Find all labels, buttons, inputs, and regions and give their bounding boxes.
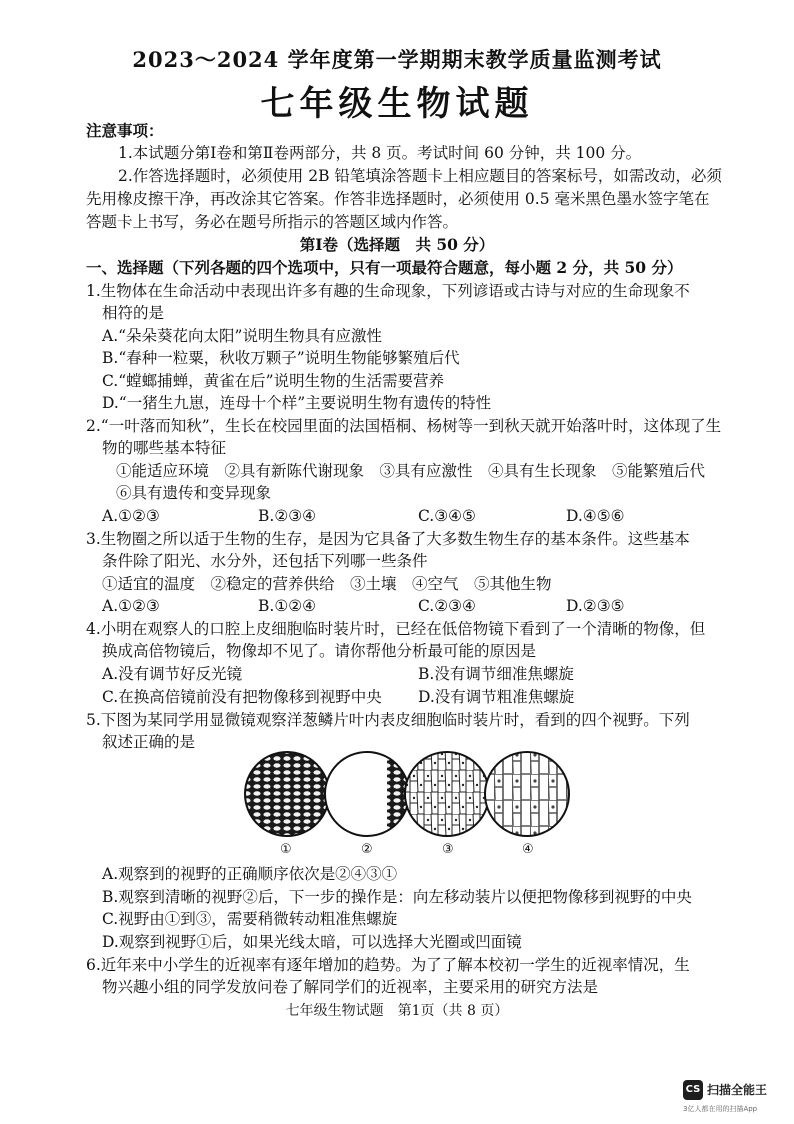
exam-subtitle: 七年级生物试题: [260, 84, 534, 124]
notice-line: 答题卡上书写，务必在题号所指示的答题区域内作答。: [86, 213, 459, 231]
notice-heading: 注意事项：: [86, 121, 164, 140]
q4-stem: 4.小明在观察人的口腔上皮细胞临时装片时，已经在低倍物镜下看到了一个清晰的物像，但: [86, 620, 706, 638]
field-2: [325, 748, 417, 840]
notice-line: 1.本试题分第Ⅰ卷和第Ⅱ卷两部分，共 8 页。考试时间 60 分钟，共 100 分。: [118, 144, 642, 162]
q3-option-b: B.①②④: [258, 597, 317, 615]
field-4: [482, 748, 572, 840]
q4-option-a: A.没有调节好反光镜: [102, 665, 243, 683]
q1-option-d: D.“一猪生九崽，连母十个样”主要说明生物有遗传的特性: [102, 394, 492, 412]
q3-items: ①适宜的温度 ②稳定的营养供给 ③土壤 ④空气 ⑤其他生物: [102, 575, 552, 593]
scanner-logo-icon: CS: [683, 1080, 703, 1100]
q6-stem: 6.近年来中小学生的近视率有逐年增加的趋势。为了了解本校初一学生的近视率情况，生: [86, 956, 690, 974]
q3-stem: 3.生物圈之所以适于生物的生存，是因为它具备了大多数生物生存的基本条件。这些基本: [86, 530, 690, 548]
q2-stem: 2.“一叶落而知秋”，生长在校园里面的法国梧桐、杨树等一到秋天就开始落叶时，这体现了生: [86, 417, 722, 435]
q5-option-b: B.观察到清晰的视野②后，下一步的操作是：向左移动装片以便把物像移到视野的中央: [102, 888, 692, 906]
q1-stem: 1.生物体在生命活动中表现出许多有趣的生命现象，下列谚语或古诗与对应的生命现象不: [86, 282, 690, 300]
scanner-name: 扫描全能王: [707, 1083, 768, 1097]
q4-option-d: D.没有调节粗准焦螺旋: [418, 688, 575, 706]
q1-option-c: C.“螳螂捕蝉，黄雀在后”说明生物的生活需要营养: [102, 372, 445, 390]
notice-line: 2.作答选择题时，必须使用 2B 铅笔填涂答题卡上相应题目的答案标号，如需改动，必须: [118, 167, 722, 185]
q4-stem: 换成高倍物镜后，物像却不见了。请你帮他分析最可能的原因是: [102, 642, 537, 660]
figure-label-2: ②: [361, 842, 373, 857]
q2-option-d: D.④⑤⑥: [566, 507, 625, 525]
scanner-watermark: [683, 1078, 791, 1118]
q4-option-c: C.在换高倍镜前没有把物像移到视野中央: [102, 688, 382, 706]
field-1: [242, 748, 332, 840]
figure-label-4: ④: [522, 842, 534, 857]
q2-option-c: C.③④⑤: [418, 507, 476, 525]
q1-option-a: A.“朵朵葵花向太阳”说明生物具有应激性: [102, 327, 382, 345]
q3-option-d: D.②③⑤: [566, 597, 625, 615]
q2-items: ⑥具有遗传和变异现象: [116, 484, 272, 502]
figure-label-3: ③: [442, 842, 454, 857]
q4-option-b: B.没有调节细准焦螺旋: [418, 665, 574, 683]
q3-stem: 条件除了阳光、水分外，还包括下列哪一些条件: [102, 552, 428, 570]
q2-option-b: B.②③④: [258, 507, 317, 525]
q2-option-a: A.①②③: [102, 507, 160, 525]
q2-stem: 物的哪些基本特征: [102, 439, 227, 457]
q2-items: ①能适应环境 ②具有新陈代谢现象 ③具有应激性 ④具有生长现象 ⑤能繁殖后代: [116, 462, 706, 480]
q5-stem: 叙述正确的是: [102, 733, 196, 751]
figure-label-1: ①: [280, 842, 292, 857]
q5-option-a: A.观察到的视野的正确顺序依次是②④③①: [102, 865, 398, 883]
q1-stem: 相符的是: [102, 304, 165, 322]
microscope-fields-svg: [242, 748, 572, 843]
field-3: [402, 748, 492, 840]
section-instruction: 一、选择题（下列各题的四个选项中，只有一项最符合题意，每小题 2 分，共 50 分）: [86, 258, 683, 277]
page-footer: 七年级生物试题 第1页（共 8 页）: [285, 1003, 509, 1019]
scanner-tagline: 3亿人都在用的扫描App: [683, 1105, 758, 1113]
q5-option-c: C.视野由①到③，需要稍微转动粗准焦螺旋: [102, 910, 398, 928]
q3-option-a: A.①②③: [102, 597, 160, 615]
section-title: 第Ⅰ卷（选择题 共 50 分）: [299, 235, 495, 254]
q1-option-b: B.“春种一粒粟，秋收万颗子”说明生物能够繁殖后代: [102, 349, 460, 367]
notice-line: 先用橡皮擦干净，再改涂其它答案。作答非选择题时，必须使用 0.5 毫米黑色墨水签字笔在: [86, 190, 710, 208]
q5-stem: 5.下图为某同学用显微镜观察洋葱鳞片叶内表皮细胞临时装片时，看到的四个视野。下列: [86, 711, 690, 729]
q5-option-d: D.观察到视野①后，如果光线太暗，可以选择大光圈或凹面镜: [102, 933, 522, 951]
q6-stem: 物兴趣小组的同学发放问卷了解同学们的近视率，主要采用的研究方法是: [102, 978, 599, 996]
q3-option-c: C.②③④: [418, 597, 476, 615]
exam-title: 2023～2024 学年度第一学期期末教学质量监测考试: [132, 47, 662, 72]
